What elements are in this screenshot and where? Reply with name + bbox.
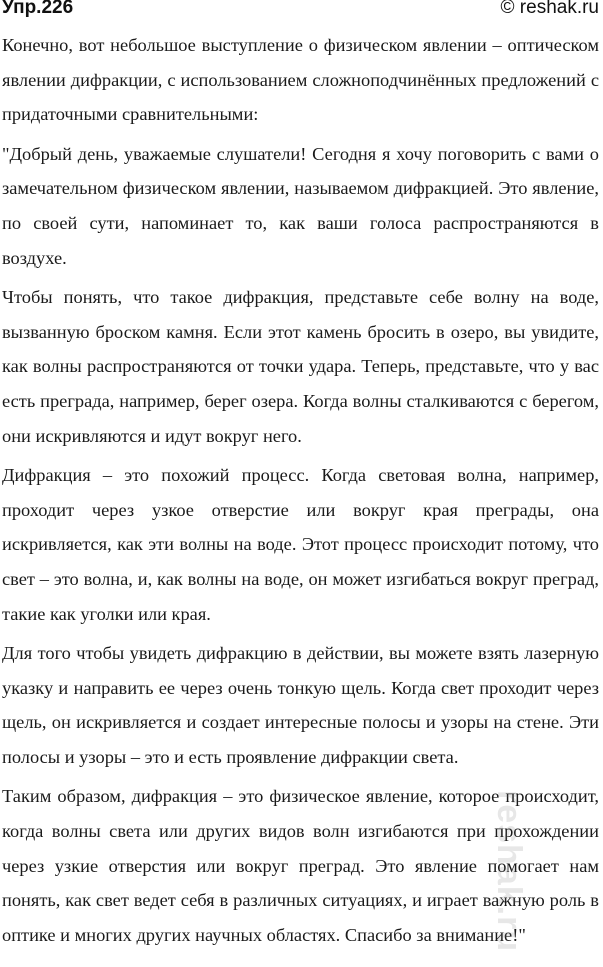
speech-paragraph-5: Таким образом, дифракция – это физическое явление, которое происходит, когда волны света или других видов волн изгибаются при прохождении через узкие отверстия или вокруг преград. Это явление помогает нам понять, как свет ведет себя в различных ситуациях, и играет важную роль в оптике и многих других научных областях. Спасибо за внимание!" <box>2 786 599 945</box>
speech-paragraph-4: Для того чтобы увидеть дифракцию в действии, вы можете взять лазерную указку и направить ее через очень тонкую щель. Когда свет проходит через щель, он искривляется и создает интересные полосы и узоры на стене. Эти полосы и узоры – это и есть проявление дифракции света. <box>2 643 599 767</box>
speech-paragraph-2: Чтобы понять, что такое дифракция, представьте себе волну на воде, вызванную броском камня. Если этот камень бросить в озеро, вы увидите, как волны распространяются от точки удара. Теперь, представьте, что у вас есть преграда, например, берег озера. Когда волны сталкиваются с берегом, они искривляются и идут вокруг него. <box>2 287 599 446</box>
exercise-number: Упр.226 <box>2 0 74 18</box>
page-header <box>0 0 603 26</box>
speech-paragraph-3: Дифракция – это похожий процесс. Когда световая волна, например, проходит через узкое отверстие или вокруг края преграды, она искривляется, как эти волны на воде. Этот процесс происходит потому, что свет – это волна, и, как волны на воде, он может изгибаться вокруг преград, такие как уголки или края. <box>2 465 599 624</box>
watermark: reshak.ru <box>490 790 528 953</box>
speech-paragraph-1: "Добрый день, уважаемые слушатели! Сегодня я хочу поговорить с вами о замечательном физическом явлении, называемом дифракцией. Это явление, по своей сути, напоминает то, как ваши голоса распространяются в воздухе. <box>2 143 599 268</box>
answer-text <box>2 28 599 957</box>
intro-paragraph: Конечно, вот небольшое выступление о физическом явлении – оптическом явлении дифракции, с использованием сложноподчинённых предложений с придаточными сравнительными: <box>2 35 599 125</box>
source-credit: © reshak.ru <box>500 0 599 18</box>
